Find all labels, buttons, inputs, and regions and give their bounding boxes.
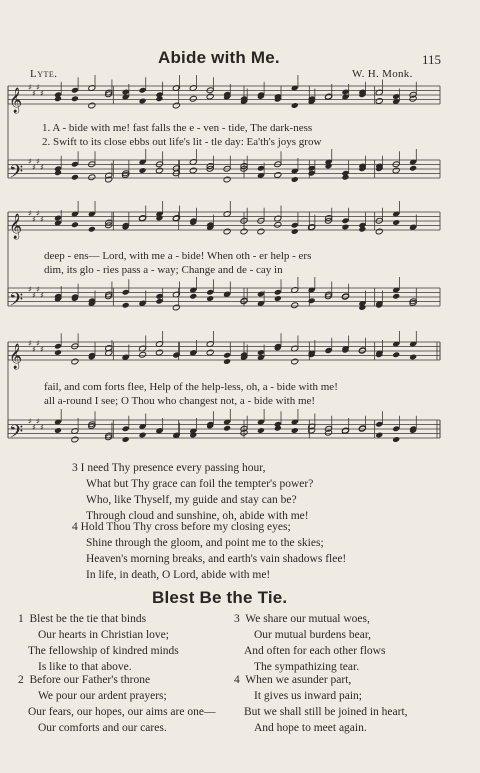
- stanza-line: Blest be the tie that binds: [29, 613, 147, 625]
- svg-text:♯: ♯: [40, 215, 44, 224]
- stanza-line: When we asunder part,: [245, 674, 352, 686]
- stanza-line: We pour our ardent prayers;: [38, 690, 167, 702]
- stanza-line: Our mutual burdens bear,: [254, 629, 372, 641]
- page-number: 115: [422, 52, 442, 67]
- svg-text:♯: ♯: [28, 83, 32, 92]
- hymn2-title: Blest Be the Tie.: [152, 588, 288, 607]
- stanza-line: What but Thy grace can foil the tempter's power?: [86, 478, 314, 490]
- stanza-number: 4: [234, 674, 240, 686]
- svg-text:♯: ♯: [32, 89, 36, 98]
- svg-text:♯: ♯: [28, 157, 32, 166]
- stanza-number: 3: [72, 462, 78, 474]
- lyrics-system3-verse1: fail, and com forts flee, Help of the help-less, oh, a - bide with me!: [44, 381, 338, 393]
- stanza-3: [72, 460, 313, 524]
- stanza-line: The sympathizing tear.: [254, 661, 360, 673]
- svg-text:♯: ♯: [40, 291, 44, 300]
- svg-text:♯: ♯: [36, 285, 40, 294]
- svg-text:♯: ♯: [40, 163, 44, 172]
- svg-text:♯: ♯: [32, 215, 36, 224]
- svg-text:♯: ♯: [28, 417, 32, 426]
- svg-text:♯: ♯: [36, 83, 40, 92]
- stanza-number: 3: [234, 613, 240, 625]
- svg-text:𝄞: 𝄞: [9, 214, 23, 239]
- stanza-line: Through cloud and sunshine, oh, abide with me!: [86, 510, 309, 522]
- svg-text:𝄞: 𝄞: [9, 88, 23, 113]
- stanza-line: I need Thy presence every passing hour,: [80, 462, 266, 474]
- svg-text:♯: ♯: [36, 209, 40, 218]
- svg-text:𝄢: 𝄢: [9, 422, 24, 447]
- svg-text:𝄢: 𝄢: [9, 290, 24, 315]
- svg-text:♯: ♯: [40, 89, 44, 98]
- lyrics-system1-verse1: 1. A - bide with me! fast falls the e - ven - tide, The dark-ness: [42, 122, 313, 134]
- svg-text:♯: ♯: [36, 157, 40, 166]
- hymn2-stanza-3: [234, 611, 385, 675]
- stanza-line: Who, like Thyself, my guide and stay can be?: [86, 494, 297, 506]
- stanza-line: It gives us inward pain;: [254, 690, 362, 702]
- stanza-line: Our comforts and our cares.: [38, 722, 167, 734]
- stanza-line: In life, in death, O Lord, abide with me!: [86, 569, 271, 581]
- stanza-line: Is like to that above.: [38, 661, 132, 673]
- stanza-line: We share our mutual woes,: [245, 613, 370, 625]
- stanza-line: Our fears, our hopes, our aims are one—: [28, 706, 216, 718]
- stanza-line: Our hearts in Christian love;: [38, 629, 169, 641]
- svg-text:𝄞: 𝄞: [9, 344, 23, 369]
- lyrics-system3-verse2: all a-round I see; O Thou who changest not, a - bide with me!: [44, 395, 316, 407]
- tune-name: Lyte.: [30, 68, 58, 80]
- svg-text:♯: ♯: [40, 423, 44, 432]
- stanza-line: The fellowship of kindred minds: [28, 645, 179, 657]
- stanza-line: Shine through the gloom, and point me to the skies;: [86, 537, 324, 549]
- svg-text:♯: ♯: [32, 345, 36, 354]
- hymn2-stanza-4: [234, 672, 408, 736]
- svg-text:𝄢: 𝄢: [9, 162, 24, 187]
- stanza-number: 4: [72, 521, 78, 533]
- svg-text:♯: ♯: [28, 285, 32, 294]
- stanza-4: [72, 519, 346, 583]
- stanza-number: 1: [18, 613, 24, 625]
- svg-text:♯: ♯: [32, 163, 36, 172]
- svg-text:♯: ♯: [28, 339, 32, 348]
- svg-text:♯: ♯: [36, 339, 40, 348]
- stanza-line: And often for each other flows: [244, 645, 386, 657]
- svg-text:♯: ♯: [32, 291, 36, 300]
- svg-text:♯: ♯: [36, 417, 40, 426]
- svg-text:♯: ♯: [40, 345, 44, 354]
- stanza-line: Heaven's morning breaks, and earth's vain shadows flee!: [86, 553, 347, 565]
- stanza-line: Hold Thou Thy cross before my closing eyes;: [80, 521, 291, 533]
- hymn2-stanza-1: [18, 611, 179, 675]
- hymn2-stanza-2: [18, 672, 215, 736]
- lyrics-system1-verse2: 2. Swift to its close ebbs out life's lit - tle day: Ea'th's joys grow: [42, 136, 322, 148]
- svg-text:♯: ♯: [32, 423, 36, 432]
- lyrics-system2-verse1: deep - ens— Lord, with me a - bide! When oth - er help - ers: [44, 250, 312, 262]
- stanza-line: And hope to meet again.: [254, 722, 367, 734]
- stanza-number: 2: [18, 674, 24, 686]
- composer-name: W. H. Monk.: [352, 68, 413, 80]
- stanza-line: But we shall still be joined in heart,: [244, 706, 408, 718]
- svg-text:♯: ♯: [28, 209, 32, 218]
- hymn-title: Abide with Me.: [158, 48, 280, 67]
- lyrics-system2-verse2: dim, its glo - ries pass a - way; Change and de - cay in: [44, 264, 283, 276]
- stanza-line: Before our Father's throne: [29, 674, 151, 686]
